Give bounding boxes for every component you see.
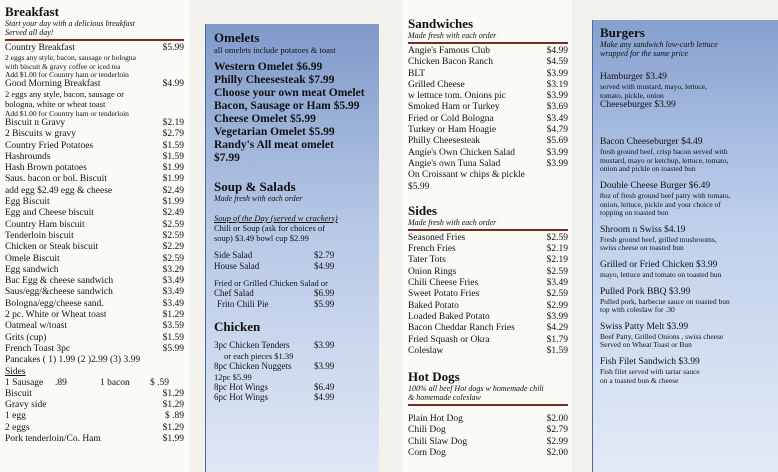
menu-item xyxy=(5,163,184,174)
item-name: Egg Biscuit xyxy=(5,197,50,208)
item-name: Hash Brown potatoes xyxy=(5,163,87,174)
soup-title: Soup & Salads xyxy=(214,179,296,194)
menu-item xyxy=(5,129,184,140)
menu-item: Western Omelet $6.99 xyxy=(214,61,323,73)
item-name: Chicken or Steak biscuit xyxy=(5,242,99,253)
breakfast-subtitle: Start your day with a delicious breakfast xyxy=(5,19,135,28)
breakfast-subtitle-2: Served all day! xyxy=(5,28,54,37)
hotdogs-title: Hot Dogs xyxy=(408,369,460,385)
menu-item: Philly Cheesesteak $7.99 xyxy=(214,74,335,86)
item-name: French Fries xyxy=(408,244,456,255)
menu-item xyxy=(408,136,568,147)
item-name: Seasoned Fries xyxy=(408,232,466,243)
burger-description xyxy=(600,368,772,385)
item-name: Pork tenderloin/Co. Ham xyxy=(5,433,101,444)
item-name: Oatmeal w/toast xyxy=(5,321,67,332)
menu-item: Bacon, Sausage or Ham $5.99 xyxy=(214,100,360,112)
divider xyxy=(408,42,568,44)
item-name: Tater Tots xyxy=(408,255,446,266)
item-name: Baked Potato xyxy=(408,300,459,311)
item-price: $1.29 xyxy=(162,388,184,399)
item-name: Bacon Cheddar Ranch Fries xyxy=(408,323,515,334)
menu-item xyxy=(5,423,184,434)
menu-item xyxy=(5,299,184,310)
item-price: $2.29 xyxy=(162,242,184,253)
item-description: 2 eggs any style, bacon, sausage or bologna xyxy=(5,53,137,63)
burger-title: Bacon Cheeseburger $4.49 xyxy=(600,137,703,148)
item-name: Chili Dog xyxy=(408,425,446,436)
burger-title: Cheeseburger $3.99 xyxy=(600,100,676,111)
item-price: $3.99 xyxy=(546,91,568,102)
menu-item xyxy=(5,344,184,355)
menu-item xyxy=(408,91,568,102)
item-name: 2 eggs xyxy=(5,422,30,433)
menu-item xyxy=(408,80,568,91)
item-price: $2.79 xyxy=(162,129,184,140)
menu-item: 1 Sausage .89 1 bacon $ .59 xyxy=(5,377,169,388)
description-line: Beef Patty, Grilled Onions , swiss cheese xyxy=(600,331,724,341)
item-price: $2.49 xyxy=(162,185,184,196)
item-name: Onion Rings xyxy=(408,266,457,277)
burger-description xyxy=(600,298,772,315)
menu-item xyxy=(5,152,184,163)
description-line: Served on Wheat Toast or Bun xyxy=(600,340,692,350)
menu-item: $7.99 xyxy=(214,152,240,164)
menu-item xyxy=(408,312,568,323)
burgers-subtitle: Make any sandwich low-carb lettuce xyxy=(600,40,718,49)
item-price: $2.99 xyxy=(546,300,568,311)
menu-item: Side Salad $2.79 xyxy=(214,250,335,260)
item-name: Saus. bacon or bol. Biscuit xyxy=(5,174,107,185)
menu-item xyxy=(408,267,568,278)
item-name: Philly Cheesesteak xyxy=(408,136,481,147)
burger-title: Swiss Patty Melt $3.99 xyxy=(600,321,689,332)
description-line: onion, lettuce, pickle and your choice of xyxy=(600,199,721,209)
menu-item: On Croissant w chips & pickle xyxy=(408,170,525,181)
menu-item xyxy=(5,400,184,411)
item-description: Add $1.00 for Country ham or tenderloin xyxy=(5,69,129,79)
item-price: $2.19 xyxy=(546,244,568,255)
sides-heading: Sides xyxy=(5,366,26,377)
description-line: topping on toasted bun xyxy=(600,208,669,218)
item-price: $2.59 xyxy=(162,253,184,264)
item-name: Angie's Own Chicken Salad xyxy=(408,147,515,158)
item-price: $1.59 xyxy=(162,332,184,343)
menu-item xyxy=(5,197,184,208)
item-name: Biscuit xyxy=(5,388,32,399)
item-name: Turkey or Ham Hoagie xyxy=(408,125,497,136)
item-price: $2.59 xyxy=(546,232,568,243)
menu-item: Frito Chili Pie $5.99 xyxy=(217,298,335,309)
burger-description xyxy=(600,192,772,218)
menu-item xyxy=(408,346,568,357)
item-name: Grits (cup) xyxy=(5,332,47,343)
menu-item xyxy=(408,437,568,448)
menu-item xyxy=(5,276,184,287)
item-name: add egg $2.49 egg & cheese xyxy=(5,185,113,196)
item-price: $2.59 xyxy=(162,230,184,241)
soup-subtitle: Made fresh with each order xyxy=(214,194,303,203)
menu-item: $5.99 xyxy=(408,181,430,192)
menu-item xyxy=(408,425,568,436)
description-line: fresh ground beef, crisp bacon served with xyxy=(600,147,728,157)
breakfast-list xyxy=(5,118,184,367)
item-description: with biscuit & gravy coffee or iced tea xyxy=(5,61,121,71)
menu-item xyxy=(5,242,184,253)
menu-item xyxy=(408,233,568,244)
item-name: Grilled Cheese xyxy=(408,79,465,90)
item-price: $3.99 xyxy=(546,311,568,322)
menu-item xyxy=(408,57,568,68)
item-name: Tenderloin biscuit xyxy=(5,230,74,241)
burger-title: Grilled or Fried Chicken $3.99 xyxy=(600,259,718,270)
item-price: $3.49 xyxy=(162,287,184,298)
menu-item xyxy=(5,231,184,242)
item-price: $3.69 xyxy=(546,102,568,113)
burger-description xyxy=(600,271,772,280)
item-price: $4.79 xyxy=(546,125,568,136)
item-name: Plain Hot Dog xyxy=(408,414,463,425)
menu-item xyxy=(408,69,568,80)
item-price: $4.29 xyxy=(546,323,568,334)
item-name: Fried or Cold Bologna xyxy=(408,113,494,124)
item-price: $4.59 xyxy=(546,57,568,68)
menu-item: 6pc Hot Wings $4.99 xyxy=(214,392,335,403)
soup-of-day: Soup of the Day (served w crackers) xyxy=(214,213,338,223)
description-line: swiss cheese on toasted bun xyxy=(600,243,684,253)
item-name: Chili Cheese Fries xyxy=(408,278,479,289)
item-name: Egg sandwich xyxy=(5,264,59,275)
menu-item xyxy=(408,448,568,459)
item-price: $2.59 xyxy=(162,219,184,230)
menu-item xyxy=(408,46,568,57)
item-name: Saus/egg/&cheese sandwich xyxy=(5,287,113,298)
item-name: w lettuce tom. Onions pic xyxy=(408,91,506,102)
item-name: Bac Egg & cheese sandwich xyxy=(5,276,114,287)
item-name: French Toast 3pc xyxy=(5,343,71,354)
item-price: $5.99 xyxy=(162,343,184,354)
item-name: Country Ham biscuit xyxy=(5,219,85,230)
item-price: $1.79 xyxy=(546,334,568,345)
item-name: Bologna/egg/cheese sand. xyxy=(5,298,104,309)
item-price: $1.29 xyxy=(162,400,184,411)
menu-item: 8pc Hot Wings $6.49 xyxy=(214,381,335,392)
menu-item xyxy=(5,411,184,422)
item-name: Biscuit n Gravy xyxy=(5,117,66,128)
item-name: Fried Squash or Okra xyxy=(408,334,490,345)
menu-item xyxy=(5,174,184,185)
description-line: top with coleslaw for .30 xyxy=(600,305,675,315)
description-line: onion and pickle on toasted bun xyxy=(600,164,696,174)
chicken-title: Chicken xyxy=(214,319,261,335)
hotdogs-subtitle-2: & homemade coleslaw xyxy=(408,393,481,403)
burger-title: Pulled Pork BBQ $3.99 xyxy=(600,286,691,297)
soup-line: Chili or Soup (ask for choices of xyxy=(214,223,325,233)
item-price: $5.69 xyxy=(546,136,568,147)
item-price: $1.99 xyxy=(162,163,184,174)
item-price: $2.19 xyxy=(546,255,568,266)
burger-description xyxy=(600,236,772,253)
menu-item xyxy=(408,125,568,136)
description-line: Fish filet served with tartar sauce xyxy=(600,366,700,376)
burgers-subtitle-2: wrapped for the same price xyxy=(600,49,688,58)
breakfast-panel xyxy=(0,0,190,472)
divider xyxy=(408,229,568,231)
menu-item: 8pc Chicken Nuggets $3.99 xyxy=(214,360,335,371)
item-price: $3.99 xyxy=(546,158,568,169)
item-price: $3.29 xyxy=(162,264,184,275)
item-name: BLT xyxy=(408,68,426,79)
item-name: Hashrounds xyxy=(5,151,51,162)
burger-title: Fish Filet Sandwich $3.99 xyxy=(600,356,700,367)
item-price: $ .89 xyxy=(165,411,184,422)
item-price: $1.59 xyxy=(546,345,568,356)
item-name: Gravy side xyxy=(5,400,47,411)
menu-item xyxy=(408,301,568,312)
menu-item xyxy=(5,355,184,366)
menu-item: 3pc Chicken Tenders $3.99 xyxy=(214,340,335,351)
menu-item: Chef Salad $6.99 xyxy=(214,288,335,299)
omelets-subtitle: all omelets include potatoes & toast xyxy=(214,45,336,55)
burgers-list xyxy=(600,72,772,385)
description-line: Pulled pork, barbecue sauce on toasted bun xyxy=(600,296,730,306)
sandwiches-list xyxy=(408,46,568,170)
item-name: Angie's own Tuna Salad xyxy=(408,158,501,169)
menu-item xyxy=(408,278,568,289)
menu-item xyxy=(5,208,184,219)
menu-item: Good Morning Breakfast $4.99 xyxy=(5,79,184,90)
description-line: Fresh ground beef, grilled mushrooms, xyxy=(600,234,717,244)
item-price: $3.19 xyxy=(546,79,568,90)
burgers-panel xyxy=(592,20,778,472)
item-price: $1.99 xyxy=(162,174,184,185)
item-name: Egg and Cheese biscuit xyxy=(5,208,94,219)
item-name: 2 Biscuits w gravy xyxy=(5,129,76,140)
burger-title: Hamburger $3.49 xyxy=(600,72,667,82)
item-name: Omele Biscuit xyxy=(5,253,60,264)
item-price: $3.59 xyxy=(162,321,184,332)
menu-item: Cheese Omelet $5.99 xyxy=(214,113,316,125)
menu-item xyxy=(5,220,184,231)
item-price: $2.19 xyxy=(162,117,184,128)
item-description: Add $1.00 for Country ham or tenderloin xyxy=(5,108,129,118)
item-price: $1.29 xyxy=(162,422,184,433)
sides-list xyxy=(408,233,568,357)
item-name: Sweet Potato Fries xyxy=(408,289,480,300)
menu-item xyxy=(5,310,184,321)
menu-item xyxy=(408,159,568,170)
item-name: 1 egg xyxy=(5,411,26,422)
item-price: $1.99 xyxy=(162,197,184,208)
description-line: mayo, lettuce and tomato on toasted bun xyxy=(600,269,722,279)
description-line: tomato, pickle, onion xyxy=(600,90,664,100)
item-name: Pancakes ( 1) 1.99 (2 )2.99 (3) 3.99 xyxy=(5,355,141,366)
burger-description xyxy=(600,333,772,350)
item-price: $3.99 xyxy=(546,68,568,79)
item-price: $1.59 xyxy=(162,140,184,151)
sandwiches-title: Sandwiches xyxy=(408,16,474,31)
menu-item xyxy=(5,265,184,276)
item-name: 2 pc. White or Wheat toast xyxy=(5,310,107,321)
burger-description xyxy=(600,83,772,100)
omelets-title: Omelets xyxy=(214,30,260,45)
menu-item: Country Breakfast $5.99 xyxy=(5,43,184,53)
burger-title: Shroom n Swiss $4.19 xyxy=(600,224,686,235)
burger-title: Double Cheese Burger $6.49 xyxy=(600,180,711,191)
menu-item: Choose your own meat Omelet xyxy=(214,87,365,99)
item-price: $1.59 xyxy=(162,151,184,162)
menu-item xyxy=(5,434,184,445)
item-price: $1.29 xyxy=(162,310,184,321)
menu-item xyxy=(5,321,184,332)
item-price: $2.59 xyxy=(546,289,568,300)
burgers-title: Burgers xyxy=(600,25,645,40)
menu-item xyxy=(408,244,568,255)
sides-subtitle: Made fresh with each order xyxy=(408,217,497,227)
breakfast-title: Breakfast xyxy=(5,4,59,19)
item-price: $2.00 xyxy=(546,448,568,459)
sandwiches-panel xyxy=(402,0,572,472)
item-price: $2.79 xyxy=(546,425,568,436)
menu-item xyxy=(5,141,184,152)
menu-item xyxy=(5,333,184,344)
menu-item xyxy=(408,289,568,300)
menu-item: Randy's All meat omelet xyxy=(214,139,334,151)
description-line: mustard, mayo or ketchup, lettuce, tomato, xyxy=(600,155,729,165)
item-price: $3.49 xyxy=(546,278,568,289)
menu-item xyxy=(408,148,568,159)
item-price: $1.99 xyxy=(162,433,184,444)
item-name: Country Fried Potatoes xyxy=(5,140,94,151)
item-name: Smoked Ham or Turkey xyxy=(408,102,500,113)
hotdogs-subtitle: 100% all beef Hot dogs w homemade chili xyxy=(408,384,544,394)
sides-title: Sides xyxy=(408,202,437,218)
hotdogs-list xyxy=(408,414,568,459)
item-price: $3.49 xyxy=(546,113,568,124)
menu-item xyxy=(408,335,568,346)
item-description: bologna, white or wheat toast xyxy=(5,99,106,110)
item-name: Loaded Baked Potato xyxy=(408,311,490,322)
menu-item xyxy=(5,254,184,265)
description-line: 8oz of fresh ground beef patty with tomato, xyxy=(600,190,731,200)
menu-item xyxy=(408,114,568,125)
item-name: Chicken Bacon Ranch xyxy=(408,57,493,68)
omelets-panel xyxy=(205,24,379,472)
item-price: $4.99 xyxy=(546,46,568,56)
item-name: Chili Slaw Dog xyxy=(408,436,468,447)
burger-description xyxy=(600,148,772,174)
item-description: or each pieces $1.39 xyxy=(224,350,294,361)
item-name: Angie's Famous Club xyxy=(408,46,490,56)
menu-item xyxy=(408,255,568,266)
breakfast-sides-list xyxy=(5,389,184,445)
menu-item xyxy=(408,323,568,334)
item-price: $3.49 xyxy=(162,276,184,287)
item-description: 12pc $5.99 xyxy=(214,371,252,382)
item-name: Corn Dog xyxy=(408,448,446,459)
soup-line: soup) $3.49 bowl cup $2.99 xyxy=(214,233,309,243)
item-price: $2.59 xyxy=(546,266,568,277)
divider xyxy=(408,404,568,406)
item-price: $2.49 xyxy=(162,208,184,219)
salad-line: Fried or Grilled Chicken Salad or xyxy=(214,278,329,289)
description-line: on a toasted bun & cheese xyxy=(600,375,679,385)
menu-item xyxy=(5,389,184,400)
item-price: $2.99 xyxy=(546,436,568,447)
divider xyxy=(5,39,184,41)
menu-item xyxy=(408,102,568,113)
sandwiches-subtitle: Made fresh with each order xyxy=(408,31,497,40)
menu-item xyxy=(5,186,184,197)
description-line: served with mustard, mayo, lettuce, xyxy=(600,82,707,91)
item-price: $3.99 xyxy=(546,147,568,158)
menu-item: Vegetarian Omelet $5.99 xyxy=(214,126,335,138)
menu-item xyxy=(5,287,184,298)
item-description: 2 eggs any style, bacon, sausage or xyxy=(5,89,124,100)
item-name: Coleslaw xyxy=(408,345,444,356)
menu-item xyxy=(408,414,568,425)
item-price: $2.00 xyxy=(546,414,568,425)
menu-item: House Salad $4.99 xyxy=(214,260,335,271)
item-price: $3.49 xyxy=(162,298,184,309)
menu-item xyxy=(5,118,184,129)
